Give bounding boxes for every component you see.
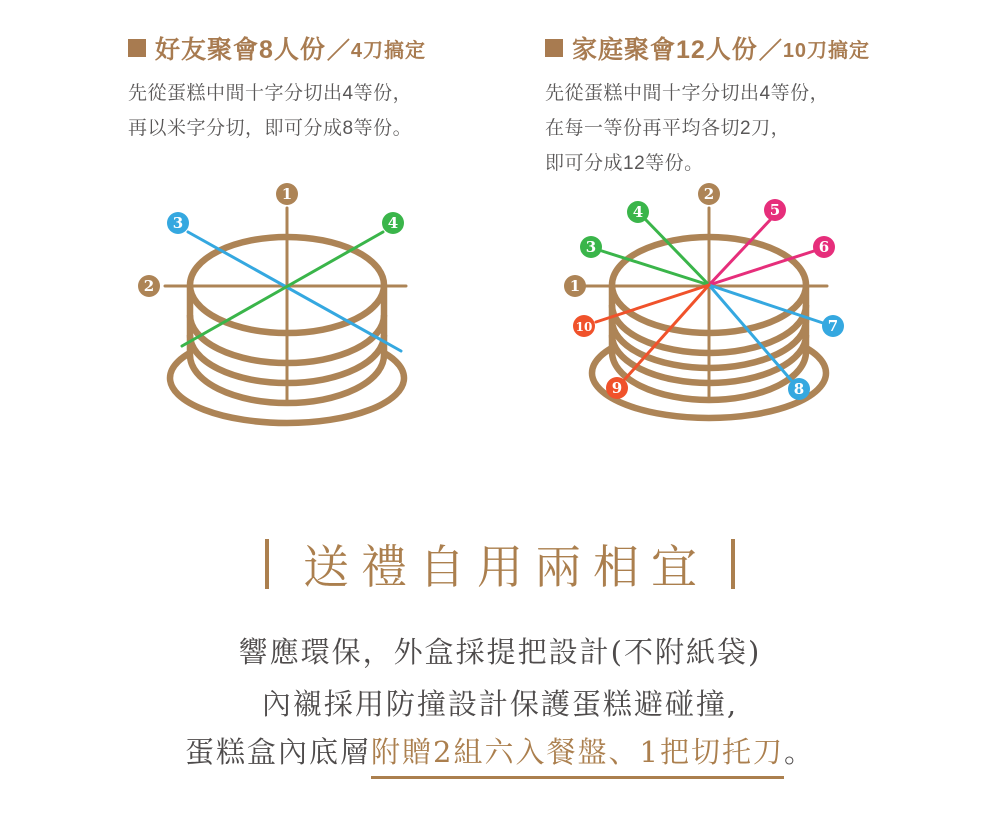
guide-description-line: 在每一等份再平均各切2刀， xyxy=(545,118,791,139)
cut-number-label-3: 3 xyxy=(585,238,597,256)
cutting-guide-8-servings xyxy=(128,30,528,146)
guide-description-line: 先從蛋糕中間十字分切出4等份， xyxy=(128,83,413,104)
cutting-guide-12-servings xyxy=(545,30,975,181)
cut-number-label-1: 1 xyxy=(569,277,581,295)
guide-description-line: 先從蛋糕中間十字分切出4等份， xyxy=(545,83,830,104)
cut-number-label-9: 9 xyxy=(611,379,623,397)
cut-number-label-5: 5 xyxy=(769,201,781,219)
cut-number-label-2: 2 xyxy=(703,185,715,203)
cake-drawing xyxy=(120,175,460,435)
guide-title-slash: ／ xyxy=(326,36,350,63)
cut-number-label-7: 7 xyxy=(827,317,839,335)
guide-title-slash: ／ xyxy=(758,36,782,63)
gift-line-3-suffix: 。 xyxy=(783,735,815,769)
cut-number-label-1: 1 xyxy=(281,185,293,203)
guide-title-sub: 10刀搞定 xyxy=(782,39,871,62)
gift-line-1: 響應環保，外盒採提把設計(不附紙袋) xyxy=(238,635,762,669)
gift-line-3 xyxy=(0,730,1000,771)
guide-title-sub: 4刀搞定 xyxy=(350,39,427,62)
square-bullet-icon xyxy=(128,39,146,57)
guide-description-line: 再以米字分切，即可分成8等份。 xyxy=(128,118,413,139)
gift-title: 送禮自用兩相宜 xyxy=(303,540,709,594)
cake-drawing xyxy=(540,175,880,435)
cake-cutting-diagram-12 xyxy=(540,175,880,435)
guide-title-main: 家庭聚會12人份 xyxy=(572,36,758,64)
guide-title-8 xyxy=(128,30,528,66)
cake-cutting-diagram-8 xyxy=(120,175,460,435)
guide-title-12 xyxy=(545,30,975,66)
cut-number-label-8: 8 xyxy=(793,380,805,398)
cut-number-label-2: 2 xyxy=(143,277,155,295)
gift-highlight-text: 附贈2組六入餐盤、1把切托刀 xyxy=(371,735,784,779)
gift-title-row xyxy=(0,536,1000,592)
cut-number-label-4: 4 xyxy=(387,214,399,232)
gift-line-2: 內襯採用防撞設計保護蛋糕避碰撞, xyxy=(261,687,739,721)
guide-title-main: 好友聚會8人份 xyxy=(155,36,326,64)
guide-description-line: 即可分成12等份。 xyxy=(545,153,704,174)
gift-line-3-prefix: 蛋糕盒內底層 xyxy=(185,735,372,769)
cut-number-label-3: 3 xyxy=(172,214,184,232)
cut-number-label-4: 4 xyxy=(632,203,644,221)
cut-number-label-6: 6 xyxy=(818,238,830,256)
title-divider-bar-right xyxy=(731,539,735,589)
square-bullet-icon xyxy=(545,39,563,57)
cut-number-label-10: 10 xyxy=(575,320,593,334)
